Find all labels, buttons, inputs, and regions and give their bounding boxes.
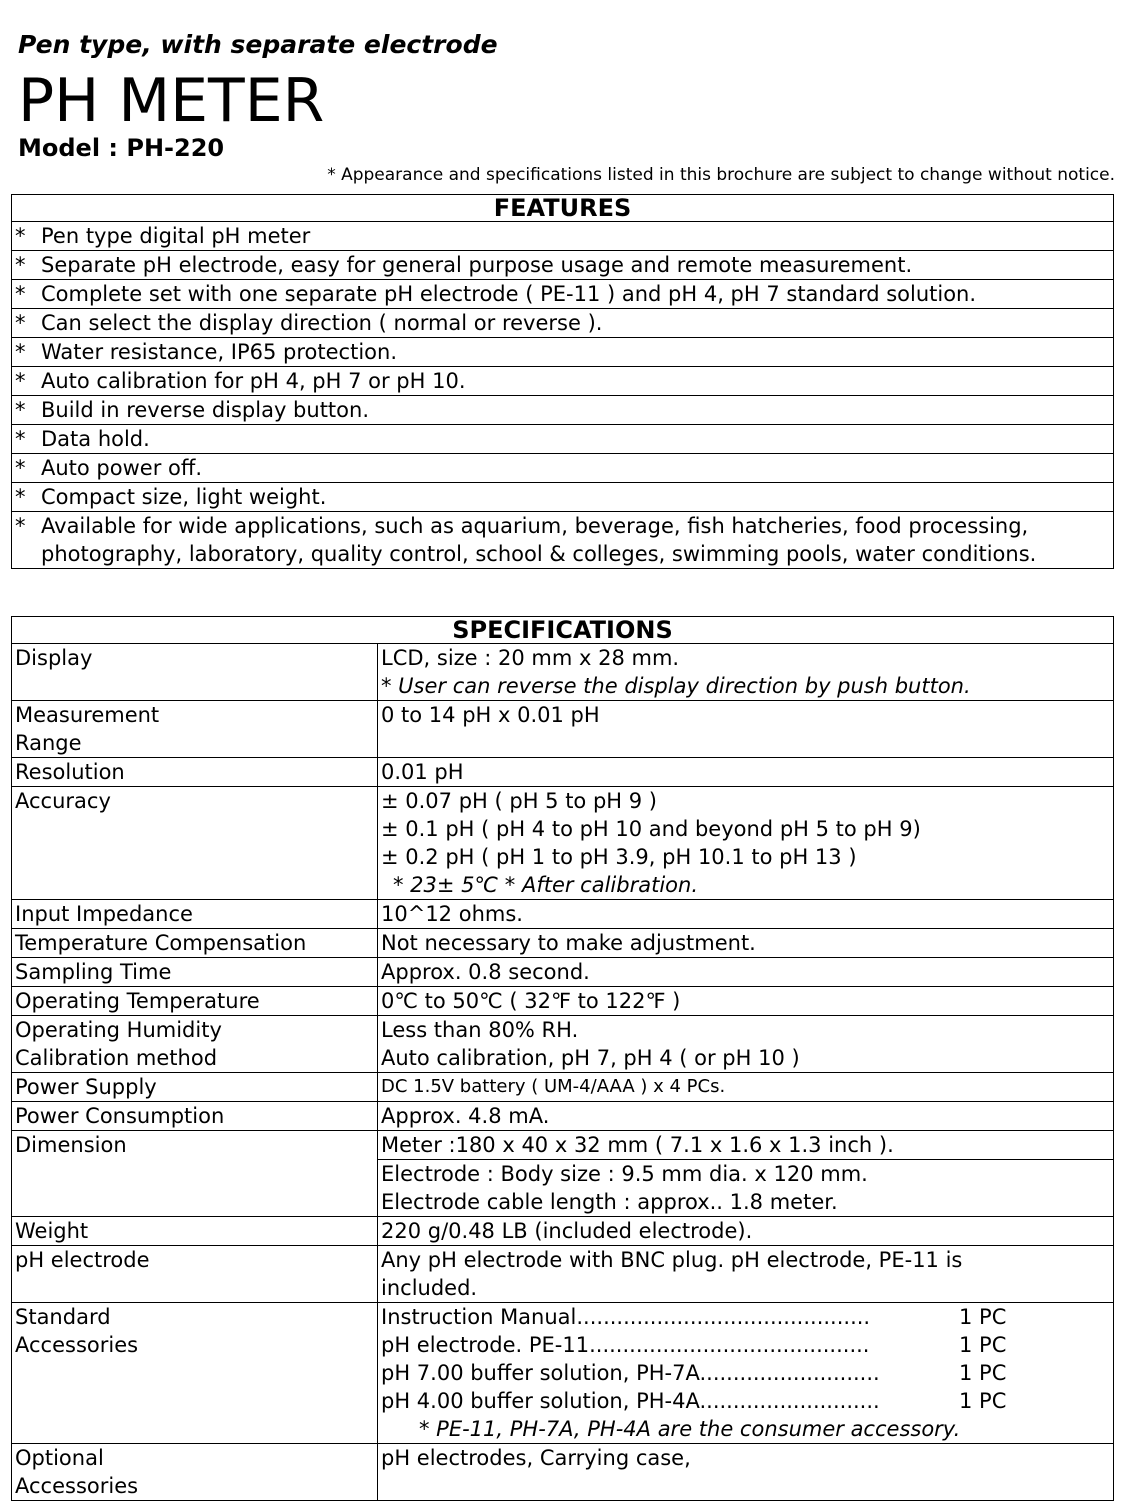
spec-row-display: Display LCD, size : 20 mm x 28 mm. * User can reverse the display direction by push button. [12, 644, 1114, 701]
spec-row-dimension: Dimension Meter :180 x 40 x 32 mm ( 7.1 x 1.6 x 1.3 inch ). [12, 1131, 1114, 1160]
feature-item: * Data hold. [12, 425, 1114, 454]
feature-item: * Separate pH electrode, easy for general purpose usage and remote measurement. [12, 251, 1114, 280]
disclaimer-notice: * Appearance and specifications listed in this brochure are subject to change without notice. [327, 165, 1115, 185]
spec-row-dimension-electrode: Electrode : Body size : 9.5 mm dia. x 120 mm. Electrode cable length : approx.. 1.8 meter. [12, 1160, 1114, 1217]
spec-row-sampling: Sampling Time Approx. 0.8 second. [12, 958, 1114, 987]
feature-item: * Can select the display direction ( normal or reverse ). [12, 309, 1114, 338]
model-number: Model : PH-220 [18, 134, 225, 162]
page-title: PH METER [18, 66, 325, 136]
spec-row-operating-temp: Operating Temperature 0℃ to 50℃ ( 32℉ to 122℉ ) [12, 987, 1114, 1016]
features-table [11, 194, 1114, 569]
feature-item: * Build in reverse display button. [12, 396, 1114, 425]
spec-row-temp-compensation: Temperature Compensation Not necessary to make adjustment. [12, 929, 1114, 958]
spec-row-power-supply: Power Supply DC 1.5V battery ( UM-4/AAA ) x 4 PCs. [12, 1073, 1114, 1102]
spec-row-resolution: Resolution 0.01 pH [12, 758, 1114, 787]
accessory-item: pH electrode. PE-11.......................................... 1 PC [381, 1333, 1007, 1357]
subtitle: Pen type, with separate electrode [18, 30, 498, 59]
spec-row-humidity-calibration: Operating Humidity Calibration method Less than 80% RH. Auto calibration, pH 7, pH 4 ( or pH 10 ) [12, 1016, 1114, 1073]
spec-row-weight: Weight 220 g/0.48 LB (included electrode). [12, 1217, 1114, 1246]
spec-row-impedance: Input Impedance 10^12 ohms. [12, 900, 1114, 929]
feature-item: * Water resistance, IP65 protection. [12, 338, 1114, 367]
feature-item: * Complete set with one separate pH electrode ( PE-11 ) and pH 4, pH 7 standard solution. [12, 280, 1114, 309]
specifications-table [11, 616, 1114, 1501]
accessory-item: pH 7.00 buffer solution, PH-7A........................... 1 PC [381, 1361, 1007, 1385]
spec-row-accuracy: Accuracy ± 0.07 pH ( pH 5 to pH 9 ) ± 0.1 pH ( pH 4 to pH 10 and beyond pH 5 to pH 9) ± 0.2 pH ( pH 1 to pH 3.9, pH 10.1 to pH 13 ) * 23± 5℃ * After calibration. [12, 787, 1114, 900]
specifications-heading: SPECIFICATIONS [12, 617, 1114, 644]
accessory-item: pH 4.00 buffer solution, PH-4A........................... 1 PC [381, 1389, 1007, 1413]
features-heading: FEATURES [12, 195, 1114, 222]
accessory-item: Instruction Manual............................................ 1 PC [381, 1305, 1007, 1329]
spec-row-optional-accessories: Optional Accessories pH electrodes, Carrying case, [12, 1444, 1114, 1501]
feature-item: * Pen type digital pH meter [12, 222, 1114, 251]
spec-row-range: Measurement Range 0 to 14 pH x 0.01 pH [12, 701, 1114, 758]
feature-item: * Compact size, light weight. [12, 483, 1114, 512]
feature-item: * Available for wide applications, such as aquarium, beverage, fish hatcheries, food processing, photography, laboratory, quality control, school & colleges, swimming pools, water conditions. [12, 512, 1114, 569]
spec-row-power-consumption: Power Consumption Approx. 4.8 mA. [12, 1102, 1114, 1131]
feature-item: * Auto power off. [12, 454, 1114, 483]
feature-item: * Auto calibration for pH 4, pH 7 or pH 10. [12, 367, 1114, 396]
spec-row-standard-accessories: Standard Accessories Instruction Manual............................................ 1 PC pH electrode. PE-11.......................................... 1 PC pH 7.00 buffer solution, PH-7A........................... 1 PC pH 4.00 buffer solution, PH-4A........................... 1 PC * PE-11, PH-7A, PH-4A are the consumer accessory. [12, 1303, 1114, 1444]
spec-row-electrode: pH electrode Any pH electrode with BNC plug. pH electrode, PE-11 is included. [12, 1246, 1114, 1303]
